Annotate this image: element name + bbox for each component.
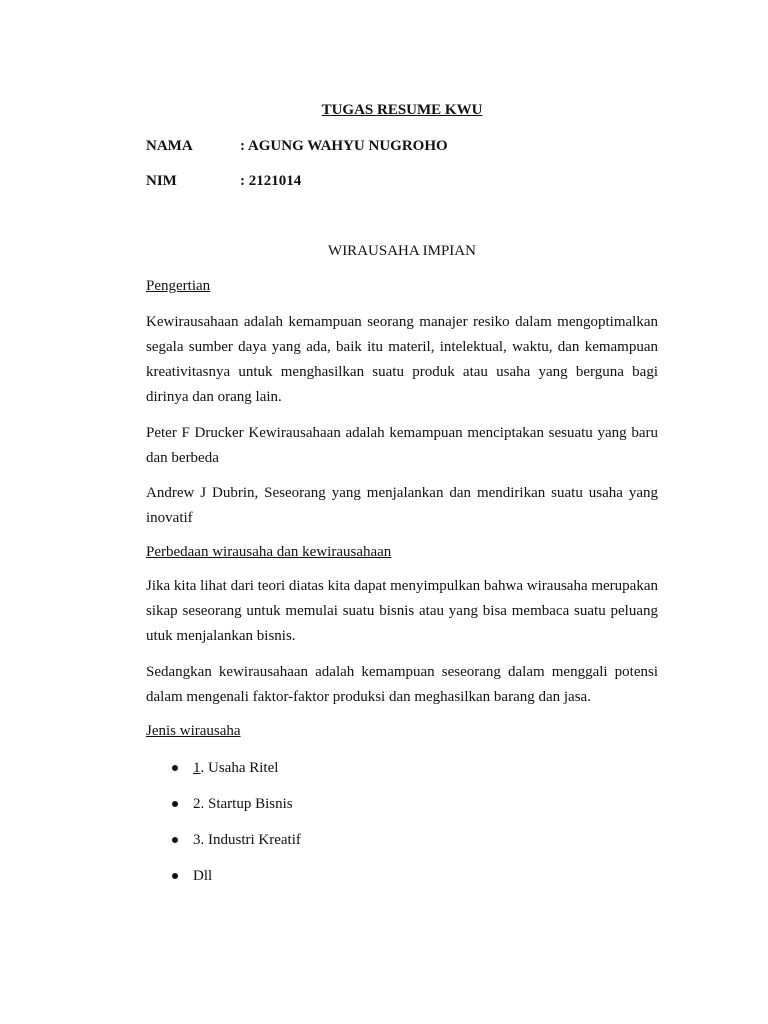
list-item-number: 1 — [193, 760, 201, 776]
info-row-nama — [146, 138, 448, 155]
paragraph-wirausaha: Jika kita lihat dari teori diatas kita dapat menyimpulkan bahwa wirausaha merupakan sikap seseorang untuk memulai suatu bisnis atau yang bisa membaca suatu peluang utuk menjalankan bisnis. — [146, 578, 658, 644]
list-item — [146, 867, 301, 903]
paragraph-dubrin: Andrew J Dubrin, Seseorang yang menjalankan dan mendirikan suatu usaha yang inovatif — [146, 485, 658, 526]
heading-pengertian: Pengertian — [146, 278, 211, 294]
jenis-list — [146, 759, 301, 903]
bullet-icon — [172, 837, 178, 843]
list-item-text: Dll — [193, 868, 213, 884]
nim-label: NIM — [146, 173, 177, 189]
list-item — [146, 795, 301, 831]
list-item-text: . Usaha Ritel — [200, 760, 279, 776]
paragraph-drucker: Peter F Drucker Kewirausahaan adalah kemampuan menciptakan sesuatu yang baru dan berbeda — [146, 425, 658, 466]
section-title: WIRAUSAHA IMPIAN — [328, 243, 476, 259]
list-item — [146, 759, 301, 795]
heading-perbedaan: Perbedaan wirausaha dan kewirausahaan — [146, 544, 392, 560]
list-item-text: 3. Industri Kreatif — [193, 832, 301, 848]
document-page — [146, 0, 658, 1024]
info-row-nim — [146, 173, 301, 190]
list-item-text: 2. Startup Bisnis — [193, 796, 293, 812]
bullet-icon — [172, 873, 178, 879]
document-title: TUGAS RESUME KWU — [321, 102, 483, 118]
paragraph-definition: Kewirausahaan adalah kemampuan seorang manajer resiko dalam mengoptimalkan segala sumber daya yang ada, baik itu materil, intelektual, waktu, dan kemampuan kreativitasnya untuk menghasilkan suatu produk atau usaha yang berguna bagi dirinya dan orang lain. — [146, 314, 658, 405]
name-value: : AGUNG WAHYU NUGROHO — [240, 138, 448, 154]
paragraph-kewirausahaan: Sedangkan kewirausahaan adalah kemampuan seseorang dalam menggali potensi dalam mengenali faktor-faktor produksi dan meghasilkan barang dan jasa. — [146, 664, 658, 705]
list-item — [146, 831, 301, 867]
bullet-icon — [172, 801, 178, 807]
bullet-icon — [172, 765, 178, 771]
name-label: NAMA — [146, 138, 193, 154]
heading-jenis: Jenis wirausaha — [146, 723, 241, 739]
nim-value: : 2121014 — [240, 173, 302, 189]
